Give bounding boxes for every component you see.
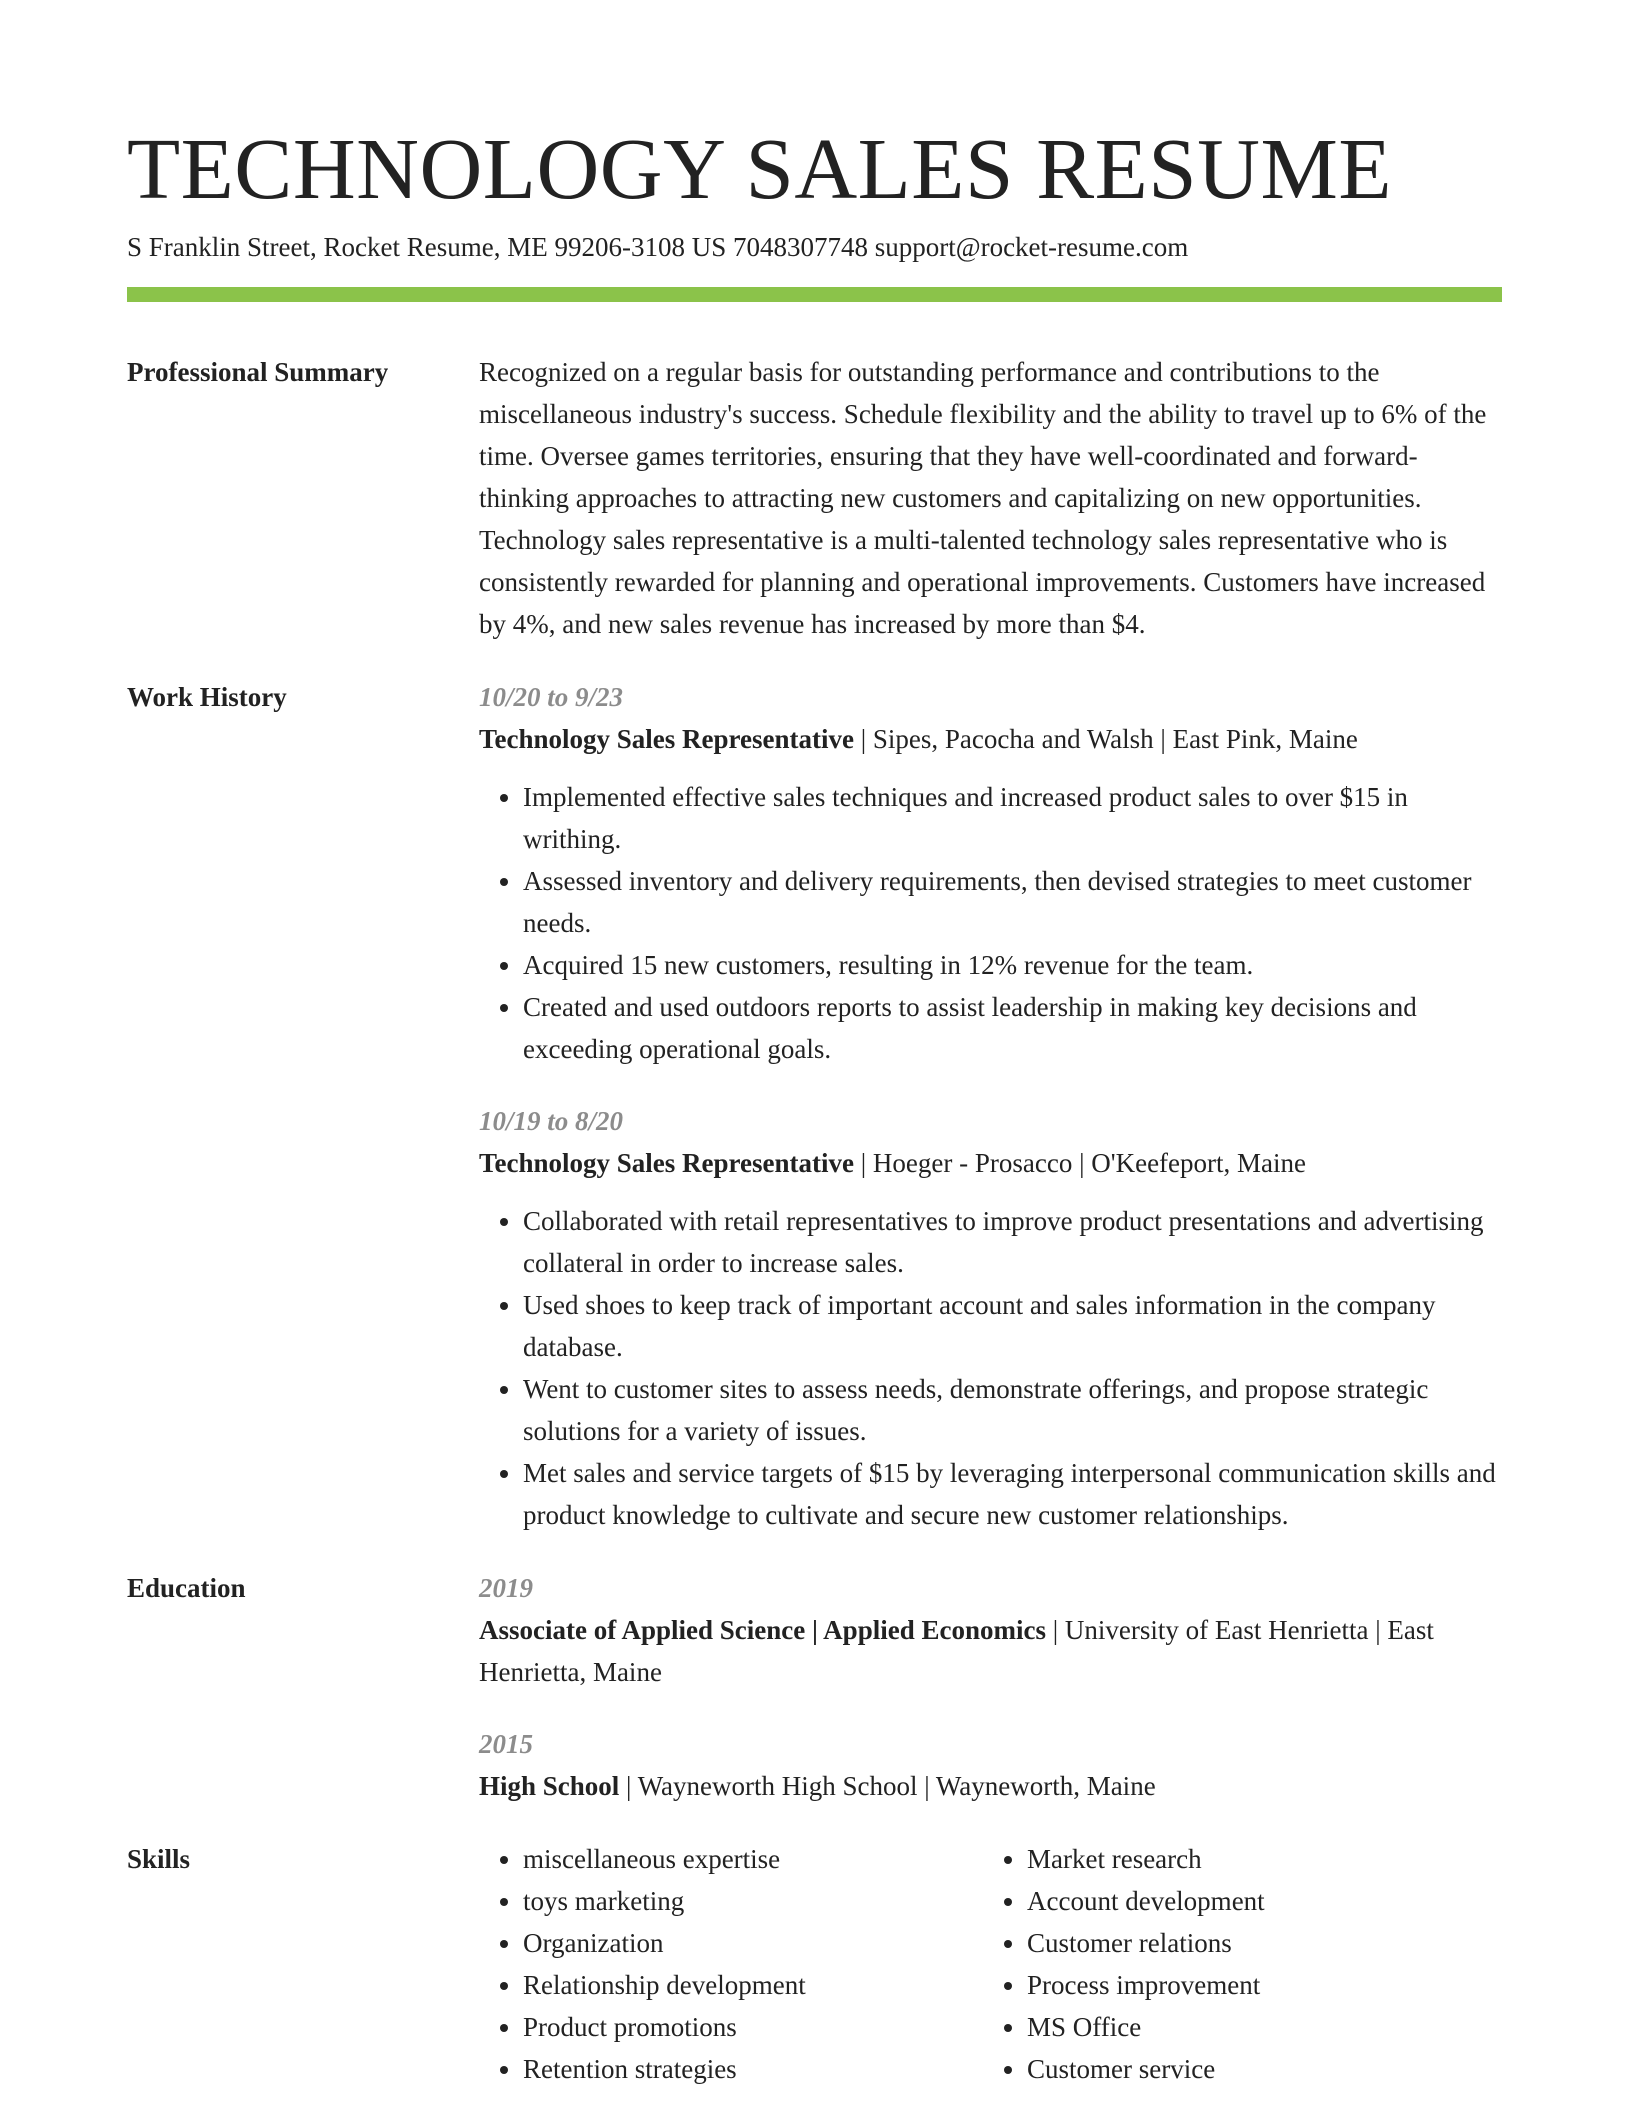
education-section [127, 1567, 1502, 1807]
work-history-section [127, 676, 1502, 1536]
job-bullet: • Used shoes to keep track of important account and sales information in the company database. [523, 1284, 1502, 1368]
job-bullet: • Collaborated with retail representatives to improve product presentations and advertising collateral in order to increase sales. [523, 1200, 1502, 1284]
skill-item: • miscellaneous expertise [523, 1838, 983, 1880]
job-bullet: • Assessed inventory and delivery requirements, then devised strategies to meet customer needs. [523, 860, 1502, 944]
education-entry [479, 1723, 1502, 1807]
job-bullet: • Implemented effective sales techniques and increased product sales to over $15 in writhing. [523, 776, 1502, 860]
job-dates: 10/20 to 9/23 [479, 682, 624, 712]
education-year: 2019 [479, 1573, 533, 1603]
job-bullet: • Went to customer sites to assess needs, demonstrate offerings, and propose strategic solutions for a variety of issues. [523, 1368, 1502, 1452]
education-heading [479, 1609, 1502, 1693]
skill-item: • toys marketing [523, 1880, 983, 1922]
skills-section [127, 1838, 1502, 2090]
education-entry [479, 1567, 1502, 1693]
skills-list-left [479, 1838, 983, 2090]
job-heading [479, 718, 1502, 760]
skill-item: • Customer service [1027, 2048, 1487, 2090]
job-dates: 10/19 to 8/20 [479, 1106, 624, 1136]
skill-item: • Organization [523, 1922, 983, 1964]
skill-item: • Customer relations [1027, 1922, 1487, 1964]
job-bullet: • Acquired 15 new customers, resulting in 12% revenue for the team. [523, 944, 1502, 986]
job-details: | Hoeger - Prosacco | O'Keefeport, Maine [854, 1148, 1306, 1178]
education-year: 2015 [479, 1729, 533, 1759]
education-entries [479, 1567, 1502, 1807]
resume-page [127, 120, 1502, 2090]
job-heading [479, 1142, 1502, 1184]
skill-item: • MS Office [1027, 2006, 1487, 2048]
job-details: | Sipes, Pacocha and Walsh | East Pink, Maine [854, 724, 1358, 754]
summary-text: Recognized on a regular basis for outstanding performance and contributions to the miscellaneous industry's success. Schedule flexibility and the ability to travel up to 6% of the time. Oversee games territories, ensuring that they have well-coordinated and forward-thinking approaches to attracting new customers and capitalizing on new opportunities. Technology sales representative is a multi-talented technology sales representative who is consistently rewarded for planning and operational improvements. Customers have increased by 4%, and new sales revenue has increased by more than $4. [479, 357, 1487, 639]
job-bullet: • Created and used outdoors reports to assist leadership in making key decisions and exceeding operational goals. [523, 986, 1502, 1070]
section-label-education: Education [127, 1573, 246, 1603]
education-degree: Associate of Applied Science | Applied Economics [479, 1615, 1046, 1645]
job-title: Technology Sales Representative [479, 724, 854, 754]
skill-item: • Process improvement [1027, 1964, 1487, 2006]
summary-section [127, 351, 1502, 645]
education-details: | University of East Henrietta | East Henrietta, Maine [479, 1615, 1434, 1687]
skill-item: • Market research [1027, 1838, 1487, 1880]
job-entry [479, 676, 1502, 1070]
job-bullets [479, 776, 1502, 1070]
education-degree: High School [479, 1771, 620, 1801]
skills-list-right [983, 1838, 1487, 2090]
contact-info: S Franklin Street, Rocket Resume, ME 99206-3108 US 7048307748 support@rocket-resume.com [127, 232, 1189, 262]
job-bullet: • Met sales and service targets of $15 by leveraging interpersonal communication skills and product knowledge to cultivate and secure new customer relationships. [523, 1452, 1502, 1536]
section-label-skills: Skills [127, 1844, 191, 1874]
skill-item: • Relationship development [523, 1964, 983, 2006]
section-label-summary: Professional Summary [127, 357, 389, 387]
skill-item: • Product promotions [523, 2006, 983, 2048]
skill-item: • Retention strategies [523, 2048, 983, 2090]
work-entries [479, 676, 1502, 1536]
resume-title: TECHNOLOGY SALES RESUME [127, 120, 1392, 217]
job-bullets [479, 1200, 1502, 1536]
job-title: Technology Sales Representative [479, 1148, 854, 1178]
skill-item: • Account development [1027, 1880, 1487, 1922]
header-divider [127, 287, 1502, 302]
job-entry [479, 1100, 1502, 1536]
education-details: | Wayneworth High School | Wayneworth, Maine [619, 1771, 1156, 1801]
section-label-work: Work History [127, 682, 287, 712]
education-heading [479, 1765, 1502, 1807]
skills-columns [479, 1838, 1502, 2090]
